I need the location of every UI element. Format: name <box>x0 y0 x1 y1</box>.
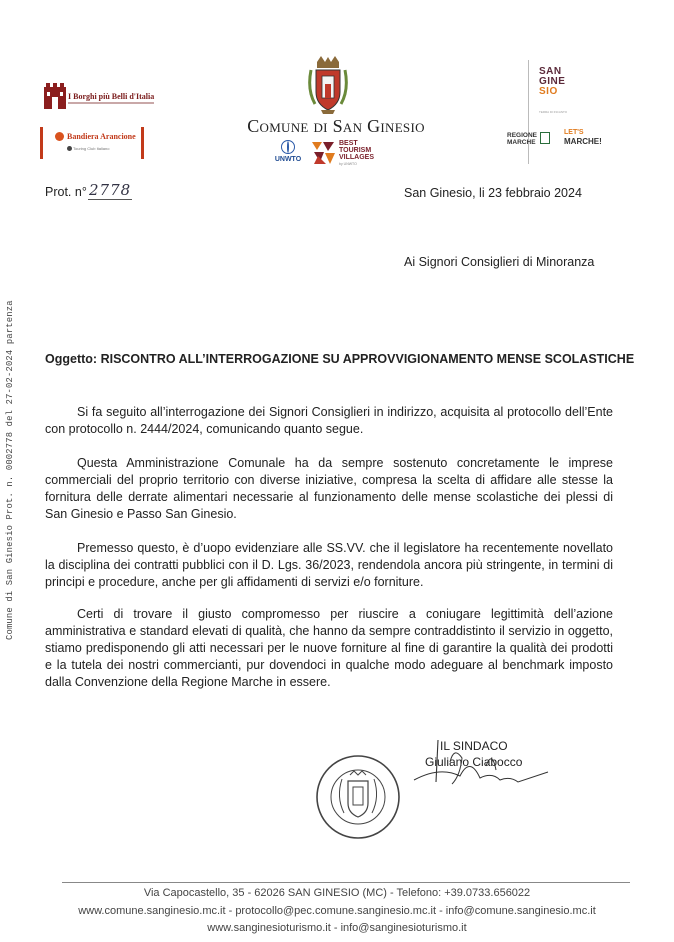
sg-line-3: SIO <box>539 86 558 97</box>
bandiera-arancione-logo <box>40 127 144 159</box>
sg-line-2: GINE <box>539 76 566 87</box>
recipient-line: Ai Signori Consiglieri di Minoranza <box>404 255 595 269</box>
footer-divider <box>62 882 630 883</box>
subject-line <box>45 352 634 366</box>
regione-shield-icon <box>540 132 550 144</box>
sg-line-1: SAN <box>539 66 562 77</box>
comune-crest-icon <box>307 56 349 116</box>
footer-tourism: www.sanginesioturismo.it - info@sanginesioturismo.it <box>207 922 467 934</box>
lets-marche-logo <box>564 128 614 146</box>
body-paragraph-2: Questa Amministrazione Comunale ha da sempre sostenuto concretamente le imprese commerciali del proprio territorio con diverse iniziative, compresa la scelta di affidare alle stesse la fornitura delle derrate alimentari necessarie al funzionamento delle mense scolastiche dei plessi di San Ginesio e Passo San Ginesio. <box>45 456 613 521</box>
borghi-logo-text: I Borghi più Belli d'Italia <box>68 92 155 101</box>
btv-label <box>339 140 374 161</box>
footer-address: Via Capocastello, 35 - 62026 SAN GINESIO (MC) - Telefono: +39.0733.656022 <box>143 887 531 899</box>
footer-contacts: www.comune.sanginesio.mc.it - protocollo@pec.comune.sanginesio.mc.it - info@comune.sanginesio.mc.it <box>78 905 596 917</box>
sg-logo-sub: TERRA DI INCANTO <box>539 110 568 114</box>
protocol-number: 2778 <box>89 181 132 199</box>
borghi-logo-underline <box>68 102 154 104</box>
subject-text: RISCONTRO ALL’INTERROGAZIONE SU APPROVVIGIONAMENTO MENSE SCOLASTICHE <box>100 352 635 366</box>
date-line: San Ginesio, li 23 febbraio 2024 <box>404 186 582 200</box>
header-divider <box>528 60 529 164</box>
protocol-underline <box>88 199 132 200</box>
signature-name: Giuliano Ciabocco <box>425 755 523 769</box>
subject-label: Oggetto: <box>45 352 98 366</box>
best-tourism-villages-logo <box>312 140 375 168</box>
regione-line-2: MARCHE <box>507 139 536 146</box>
signature-title: IL SINDACO <box>440 739 508 753</box>
unwto-label: UNWTO <box>274 156 302 163</box>
bandiera-logo-sub: Touring Club Italiano <box>73 146 110 151</box>
comune-title: Comune di San Ginesio <box>247 116 425 136</box>
btv-line-2: TOURISM <box>339 147 372 154</box>
lets-line-2: MARCHE! <box>564 137 602 146</box>
best-tourism-villages-icon <box>312 140 336 166</box>
body-paragraph-4: Certi di trovare il giusto compromesso per riuscire a coniugare legittimità dell’azione amministrativa e standard elevati di qualità, che hanno da sempre contraddistinto il servizio in oggetto, stiamo predisponendo gli atti necessari per le nuove forniture al fine di garantire la qualità dei prodotti e la tutela dei nostri commercianti, pur dovendoci in qualche modo adeguare al benchmark imposto dalla Convenzione della Regione Marche in essere. <box>45 607 613 689</box>
san-ginesio-logo <box>539 67 571 97</box>
btv-sub: by UNWTO <box>339 162 357 166</box>
handwritten-signature <box>400 736 550 796</box>
protocol-side-stamp: Comune di San Ginesio Prot. n. 0002778 del 27-02-2024 partenza <box>5 300 15 640</box>
municipal-seal-icon <box>314 753 402 841</box>
btv-line-3: VILLAGES <box>339 154 375 161</box>
body-paragraph-1: Si fa seguito all’interrogazione dei Signori Consiglieri in indirizzo, acquisita al protocollo dell’Ente con protocollo n. 2444/2024, comunicando quanto segue. <box>45 405 613 436</box>
borghi-logo <box>44 83 154 111</box>
body-paragraph-3: Premesso questo, è d’uopo evidenziare alle SS.VV. che il legislatore ha recentemente novellato la disciplina dei contratti pubblici con il D. Lgs. 36/2023, rendendola ancora più stringente, in termini di principi e procedure, anche per gli affidamenti di servizi e/o forniture. <box>45 541 613 589</box>
orange-flag-icon <box>55 132 64 141</box>
protocol-label: Prot. n° <box>45 185 87 199</box>
lets-line-1: LET'S <box>564 129 584 136</box>
globe-icon <box>281 140 295 154</box>
bandiera-logo-text: Bandiera Arancione <box>67 132 136 141</box>
btv-line-1: BEST <box>339 140 358 147</box>
castle-icon <box>44 83 66 109</box>
regione-line-1: REGIONE <box>507 132 537 139</box>
unwto-logo <box>272 140 304 170</box>
touring-club-icon <box>67 146 72 151</box>
